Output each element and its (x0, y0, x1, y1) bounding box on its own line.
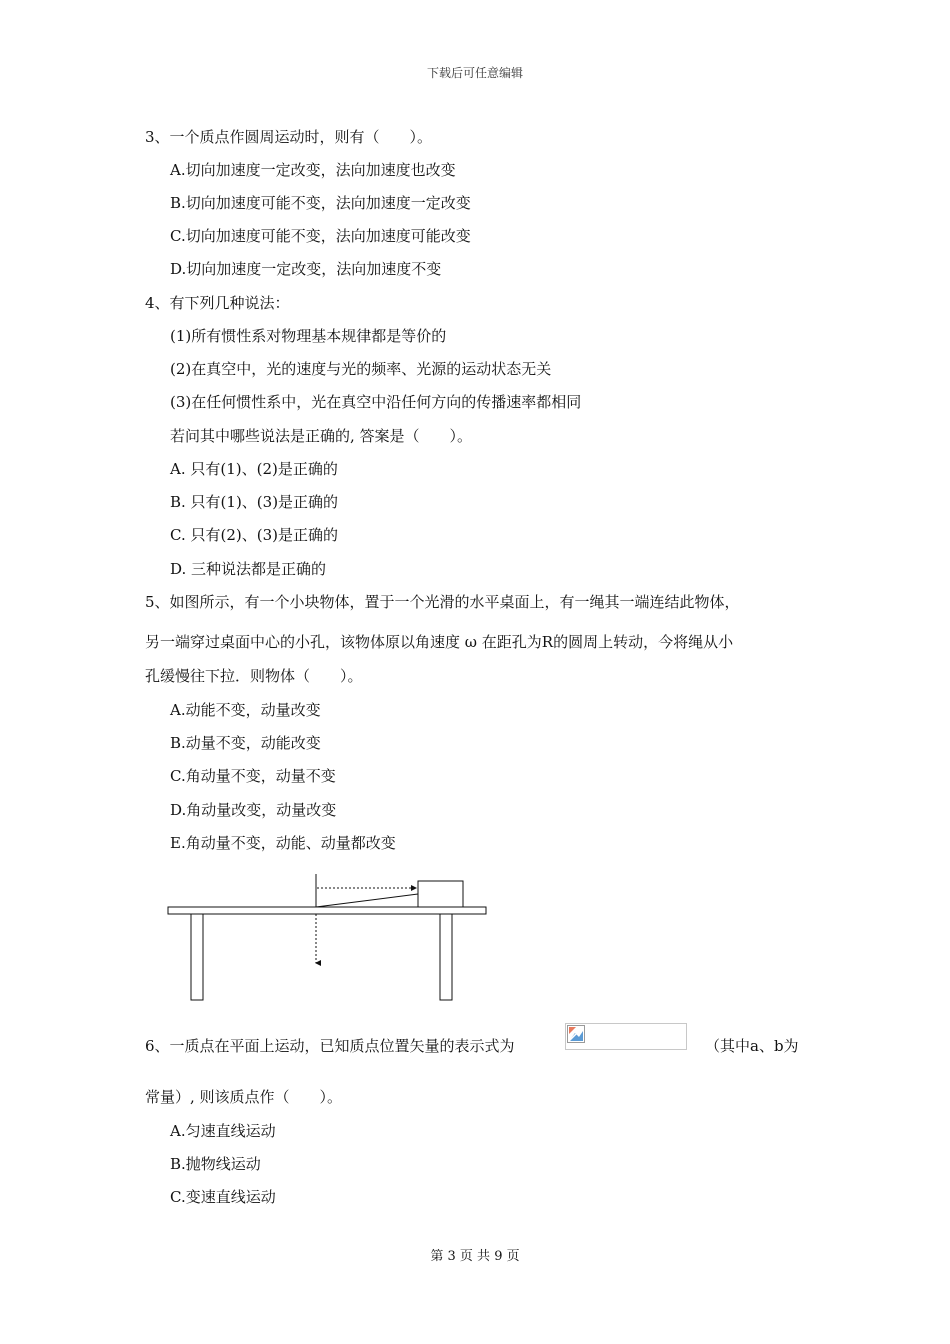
table-top (168, 907, 486, 914)
q3-option-b: B.切向加速度可能不变，法向加速度一定改变 (170, 194, 471, 212)
table-diagram (165, 860, 490, 1005)
q6-option-b: B.抛物线运动 (170, 1155, 261, 1173)
page-footer: 第 3 页 共 9 页 (430, 1249, 520, 1264)
q3-stem: 3、一个质点作圆周运动时，则有（ ）。 (145, 128, 433, 146)
formula-image-placeholder (565, 1023, 687, 1050)
q3-option-a: A.切向加速度一定改变，法向加速度也改变 (170, 161, 456, 179)
q5-stem-line-2: 另一端穿过桌面中心的小孔，该物体原以角速度 ω 在距孔为R的圆周上转动，今将绳从小 (145, 633, 734, 651)
q6-option-c: C.变速直线运动 (170, 1188, 276, 1206)
table-leg-right (440, 914, 452, 1000)
block (418, 881, 463, 907)
q6-option-a: A.匀速直线运动 (170, 1122, 276, 1140)
q5-option-d: D.角动量改变，动量改变 (170, 801, 337, 819)
q3-option-d: D.切向加速度一定改变，法向加速度不变 (170, 260, 442, 278)
q4-statement-1: (1)所有惯性系对物理基本规律都是等价的 (170, 327, 447, 345)
page-header: 下载后可任意编辑 (426, 66, 523, 80)
q4-question: 若问其中哪些说法是正确的, 答案是（ ）。 (170, 427, 473, 445)
table-leg-left (191, 914, 203, 1000)
q5-stem-line-1: 5、如图所示，有一个小块物体，置于一个光滑的水平桌面上，有一绳其一端连结此物体， (145, 593, 740, 611)
q5-option-e: E.角动量不变，动能、动量都改变 (170, 834, 396, 852)
q4-statement-2: (2)在真空中，光的速度与光的频率、光源的运动状态无关 (170, 360, 552, 378)
q6-stem-after: （其中a、b为 (705, 1037, 799, 1055)
q5-stem-line-3: 孔缓慢往下拉．则物体（ ）。 (145, 667, 363, 685)
string (316, 894, 418, 907)
q4-option-a: A. 只有(1)、(2)是正确的 (170, 460, 338, 478)
q5-option-a: A.动能不变，动量改变 (170, 701, 321, 719)
q4-option-c: C. 只有(2)、(3)是正确的 (170, 526, 338, 544)
q5-option-b: B.动量不变，动能改变 (170, 734, 321, 752)
q6-stem-before: 6、一质点在平面上运动，已知质点位置矢量的表示式为 (145, 1037, 515, 1055)
q4-statement-3: (3)在任何惯性系中，光在真空中沿任何方向的传播速率都相同 (170, 393, 582, 411)
q3-option-c: C.切向加速度可能不变，法向加速度可能改变 (170, 227, 471, 245)
broken-image-icon (567, 1025, 585, 1043)
q4-option-b: B. 只有(1)、(3)是正确的 (170, 493, 339, 511)
q4-stem: 4、有下列几种说法： (145, 294, 290, 312)
q6-stem-line-2: 常量）, 则该质点作（ ）。 (145, 1088, 343, 1106)
q4-option-d: D. 三种说法都是正确的 (170, 560, 327, 578)
q5-option-c: C.角动量不变，动量不变 (170, 767, 336, 785)
